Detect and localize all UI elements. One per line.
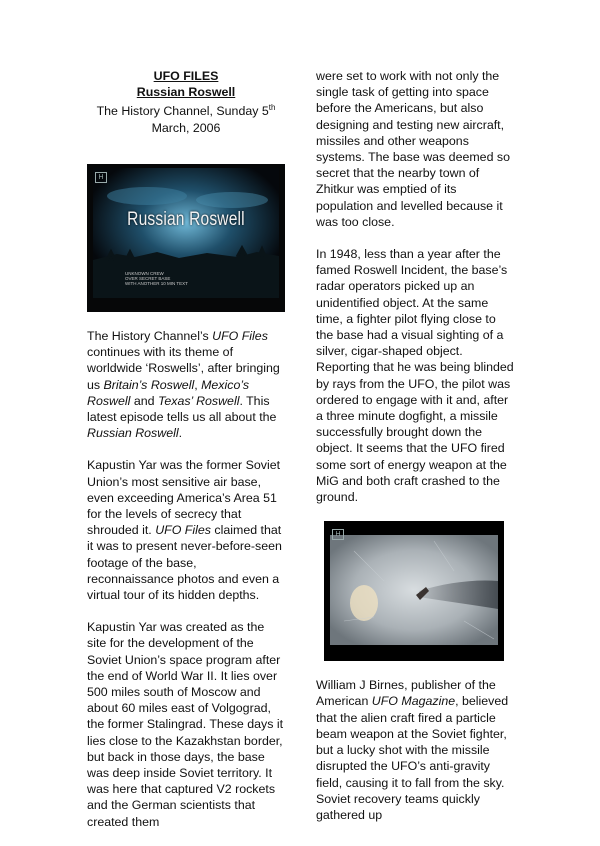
paragraph: William J Birnes, publisher of the American UFO Magazine, believed that the alien craft fired a particle beam weapon at the Soviet fighter, but a lucky shot with the missile disrupted the UFO’s anti-gravity field, causing it to fall from the sky. Soviet recovery teams quickly gathered up xyxy=(316,678,509,822)
paragraph: Kapustin Yar was created as the site for the development of the Soviet Union’s space program after the end of World War II. It lies over 500 miles south of Moscow and about 60 miles east of Volgograd, the former Stalingrad. These days it lies close to the Kazakhstan border, but back in those days, the base was deep inside Soviet territory. It was here that captured V2 rockets and the German scientists that created them xyxy=(87,620,284,829)
credit-line: OVER SECRET BASE xyxy=(125,275,171,281)
paragraph: were set to work with not only the single task of getting into space before the Americans, but also designing and testing new aircraft, missiles and other weapons systems. The base was deemed so secret that the nearby town of Zhitkur was emptied of its population and levelled because it was too close. xyxy=(316,69,510,229)
broadcast-line xyxy=(87,100,285,119)
broadcast-year: March, 2006 xyxy=(151,120,221,135)
ufo-footage-image xyxy=(324,521,504,661)
paragraph: In 1948, less than a year after the famed Roswell Incident, the base’s radar operators picked up an unidentified object. At the same time, a fighter pilot flying close to the base had a visual sighting of a silver, cigar-shaped object. Reporting that he was being blinded by rays from the UFO, the pilot was ordered to engage with it and, after a three minute dogfight, a missile successfully brought down the object. It seems that the UFO fired some sort of energy weapon at the MiG and both craft crashed to the ground. xyxy=(316,247,514,505)
broadcast-date: The History Channel, Sunday 5 xyxy=(96,104,269,119)
title-card-image xyxy=(87,164,285,312)
title-card-credits xyxy=(125,271,188,286)
history-channel-logo: H xyxy=(332,529,344,540)
article-title: UFO FILES xyxy=(153,69,219,83)
title-card-art xyxy=(87,164,285,312)
title-card-text: Russian Roswell xyxy=(127,208,245,230)
article-header xyxy=(87,68,285,136)
credit-line: WITH ANOTHER 10 MIN TEXT xyxy=(125,280,188,286)
date-suffix: th xyxy=(268,103,276,113)
paragraph: Kapustin Yar was the former Soviet Union’s most sensitive air base, even exceeding America’s Area 51 for the levels of secrecy that shrouded it. UFO Files claimed that it was to present never-before-seen footage of the base, reconnaissance photos and even a virtual tour of its hidden depths. xyxy=(87,458,282,602)
left-column xyxy=(87,68,285,846)
history-channel-logo: H xyxy=(95,172,107,183)
credit-line: UNKNOWN CREW xyxy=(125,270,164,276)
ufo-footage-art xyxy=(324,521,504,661)
paragraph: The History Channel’s UFO Files continues with its theme of worldwide ‘Roswells’, after bringing us Britain’s Roswell, Mexico’s Roswell and Texas’ Roswell. This latest episode tells us all about the Russian Roswell. xyxy=(87,328,280,441)
article-subtitle: Russian Roswell xyxy=(136,85,236,100)
right-column xyxy=(316,68,514,839)
